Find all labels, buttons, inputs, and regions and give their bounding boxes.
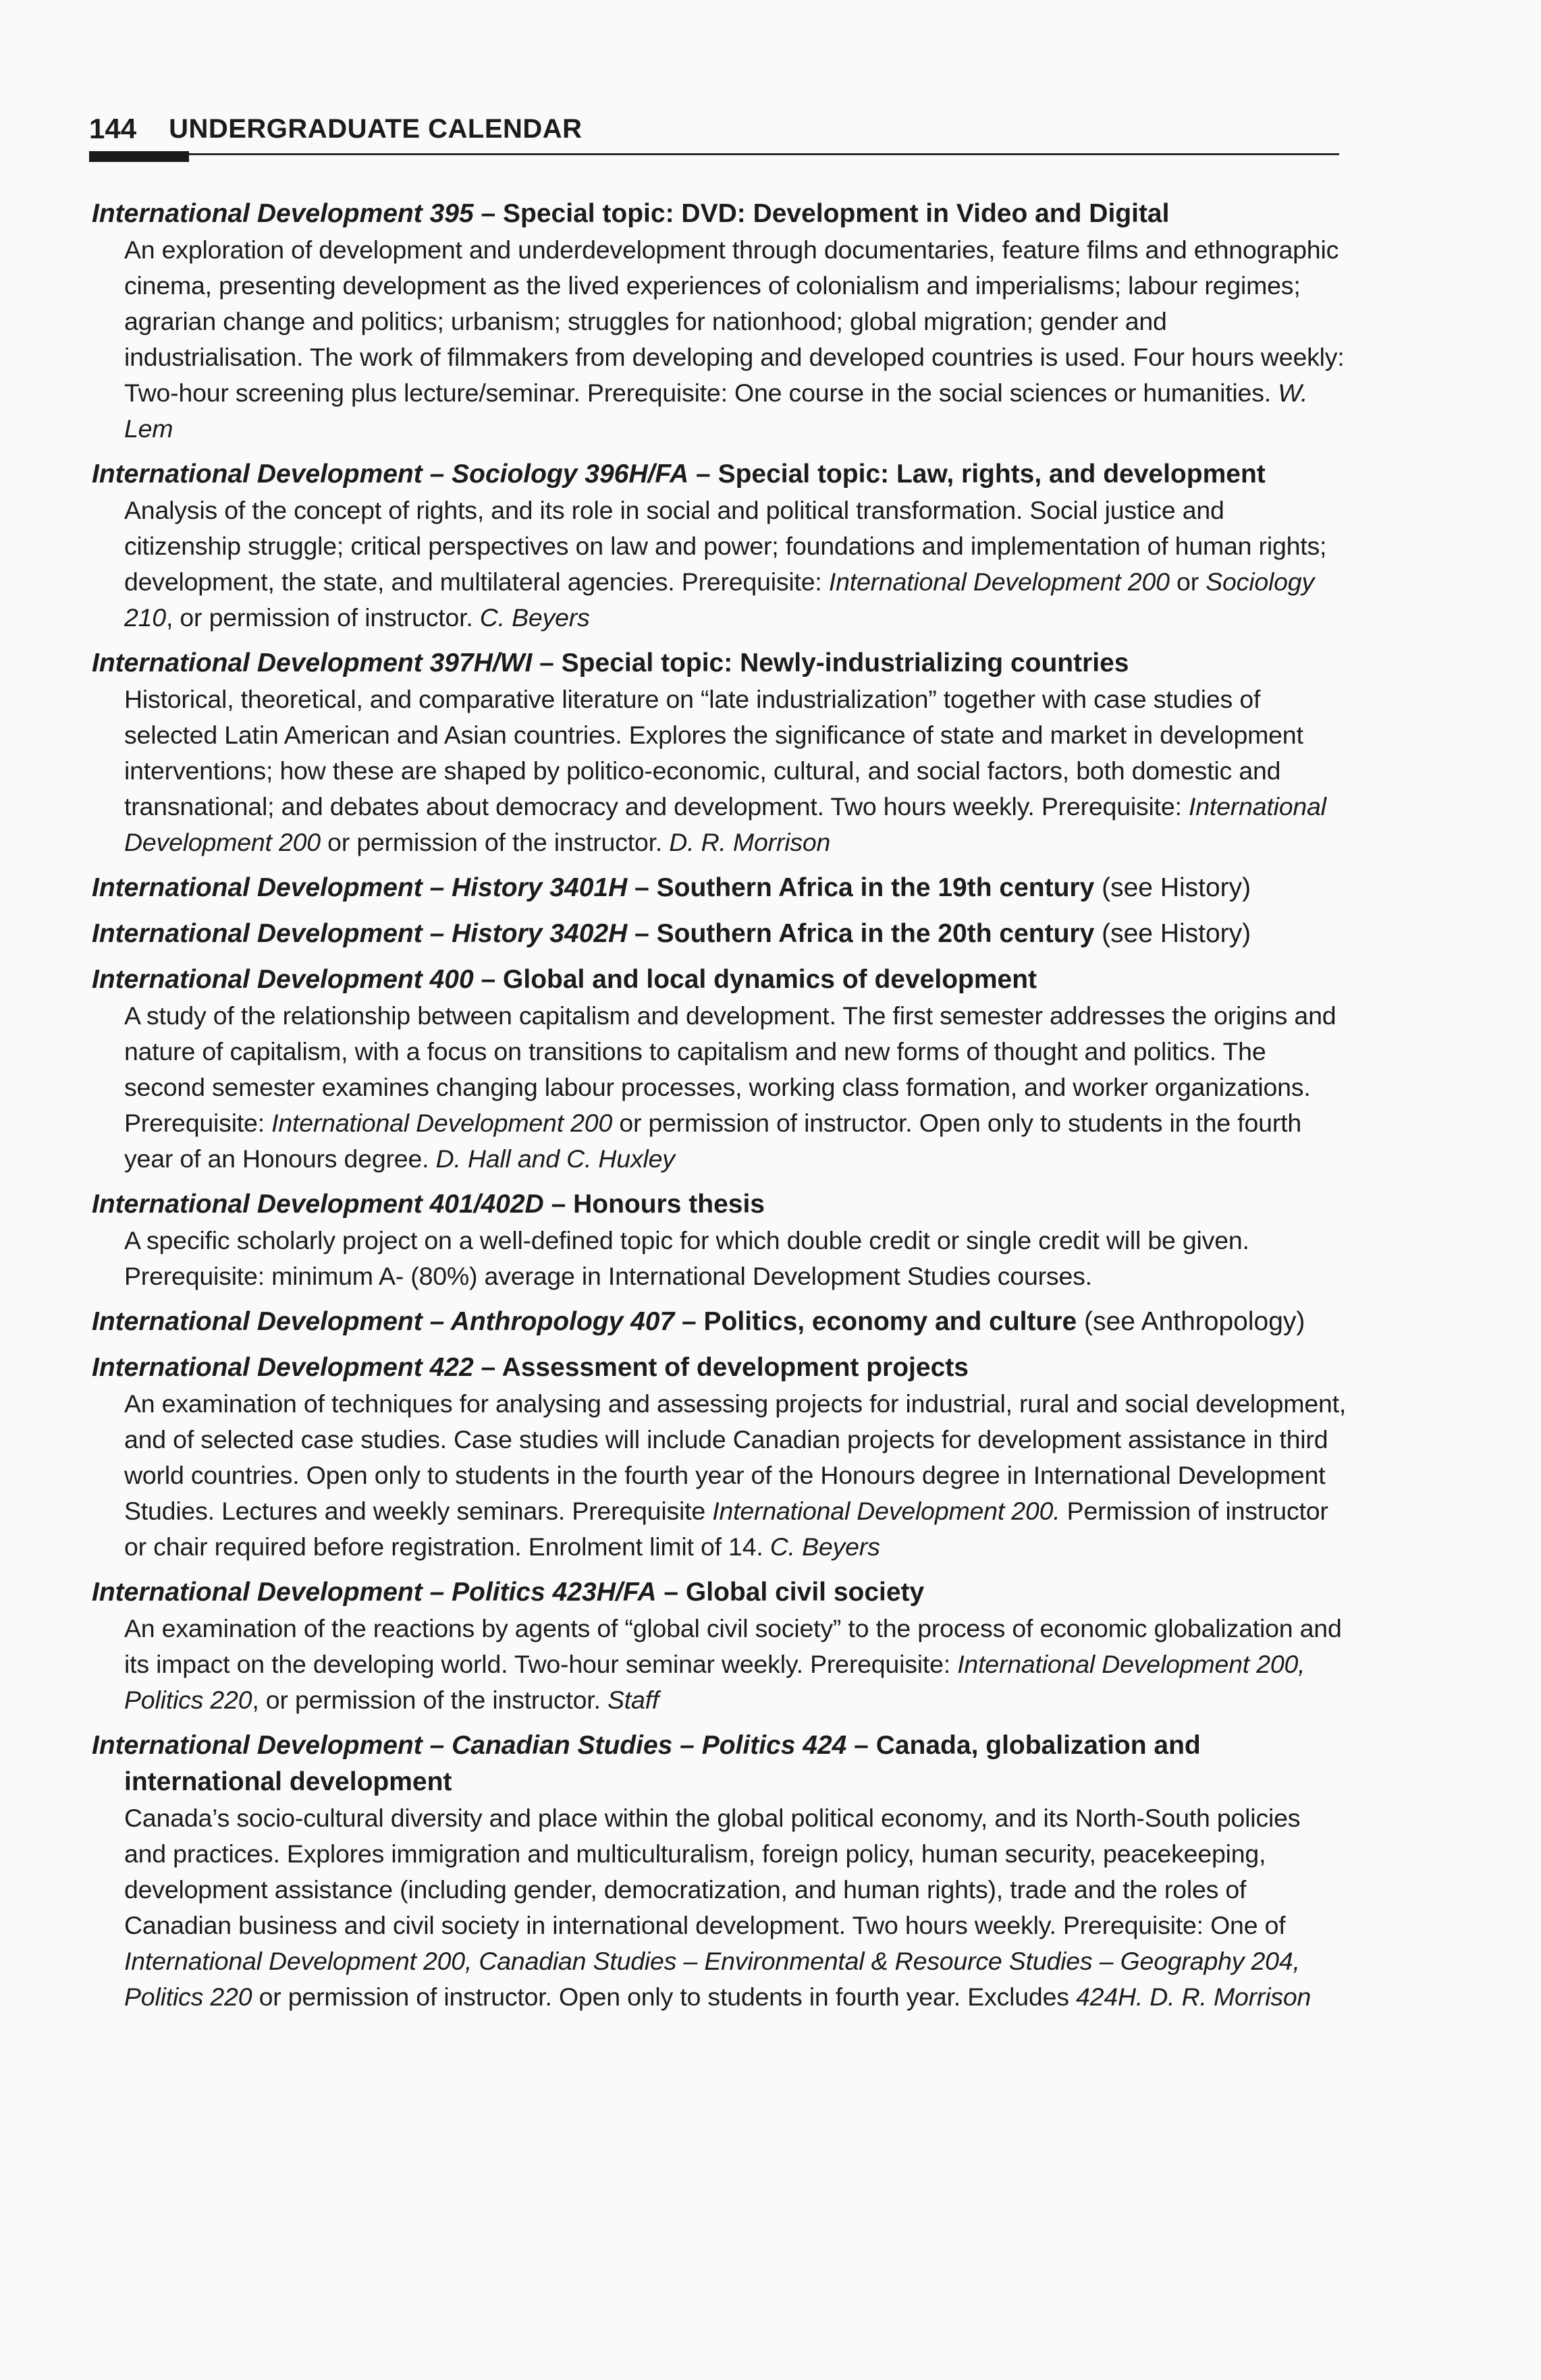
course-title-segment: – Special topic: Newly-industrializing countries — [532, 648, 1129, 677]
course-entry — [92, 870, 1347, 906]
course-title-segment: – Politics, economy and culture — [674, 1307, 1077, 1336]
course-description-segment: D. Hall and C. Huxley — [435, 1144, 675, 1173]
course-description-segment: International Development 200, Politics 220 — [124, 1650, 1305, 1714]
course-title-segment: International Development 401/402D — [92, 1190, 544, 1219]
course-description — [92, 1800, 1347, 2015]
course-title-segment: – Southern Africa in the 20th century — [627, 919, 1095, 948]
course-description-segment: International Development 200 — [828, 568, 1170, 596]
course-title — [92, 1727, 1347, 1800]
course-title — [92, 962, 1347, 998]
course-entry — [92, 962, 1347, 1177]
course-title — [92, 1350, 1347, 1386]
course-description — [92, 998, 1347, 1177]
course-title-segment: – Global and local dynamics of development — [473, 965, 1037, 994]
course-title-segment: International Development 395 — [92, 199, 474, 228]
course-description — [92, 493, 1347, 636]
course-description-segment: Historical, theoretical, and comparative literature on “late industrialization” together with case studies of selected Latin American and Asian countries. Explores the significance of state and market in development interventions; how these are shaped by politico-economic, cultural, and social factors, both domestic and transnational; and debates about democracy and development. Two hours weekly. Prerequisite: — [124, 685, 1303, 821]
course-entry — [92, 456, 1347, 636]
course-entry — [92, 196, 1347, 447]
page-number: 144 — [89, 113, 137, 144]
course-title-segment: International Development – History 3402H — [92, 919, 628, 948]
course-title-segment: – Canada, globalization and international development — [124, 1731, 1201, 1796]
course-title-segment: International Development – Sociology 396H/FA — [92, 460, 689, 489]
course-title — [92, 1574, 1347, 1611]
course-description-segment: or permission of instructor. Open only to students in the fourth year of an Honours degree. — [124, 1109, 1301, 1173]
course-title-segment: – Assessment of development projects — [473, 1353, 969, 1382]
header-tab-marker — [89, 151, 189, 162]
course-entry — [92, 916, 1347, 952]
course-description-segment: International Development 200, Canadian Studies – Environmental & Resource Studies – Geography 204, Politics 220 — [124, 1947, 1300, 2011]
course-title-segment: International Development 400 — [92, 965, 474, 994]
course-description-segment: or permission of instructor. Open only to students in fourth year. Excludes — [252, 1983, 1077, 2011]
course-description-segment: International Development 200 — [124, 792, 1326, 856]
course-description — [92, 1611, 1347, 1718]
course-description-segment: Staff — [607, 1686, 659, 1714]
course-description — [92, 682, 1347, 860]
course-title-segment: – Special topic: Law, rights, and development — [688, 460, 1266, 489]
course-title — [92, 870, 1347, 906]
course-description — [92, 1386, 1347, 1565]
course-title — [92, 916, 1347, 952]
course-title-segment: (see History) — [1094, 919, 1251, 948]
course-description-segment: W. Lem — [124, 379, 1308, 443]
course-title-segment: – Special topic: DVD: Development in Video and Digital — [473, 199, 1170, 228]
course-description-segment: International Development 200 — [271, 1109, 613, 1137]
course-list — [92, 196, 1347, 2024]
course-description-segment: Permission of instructor or chair required before registration. Enrolment limit of 14. — [124, 1497, 1328, 1561]
course-title — [92, 645, 1347, 682]
course-title-segment: – Southern Africa in the 19th century — [627, 873, 1095, 902]
course-entry — [92, 1350, 1347, 1565]
course-title-segment: – Global civil society — [656, 1578, 925, 1607]
course-description-segment: Analysis of the concept of rights, and its role in social and political transformation. Social justice and citizenship struggle; critical perspectives on law and power; foundations and implementation of human rights; development, the state, and multilateral agencies. Prerequisite: — [124, 496, 1327, 596]
course-title-segment: International Development – Anthropology 407 — [92, 1307, 675, 1336]
course-description-segment: or permission of the instructor. — [320, 828, 670, 856]
header-rule — [89, 153, 1339, 155]
course-title-segment: – Honours thesis — [543, 1190, 765, 1219]
course-description-segment: An examination of the reactions by agents of “global civil society” to the process of economic globalization and its impact on the developing world. Two-hour seminar weekly. Prerequisite: — [124, 1614, 1342, 1678]
course-description-segment: A specific scholarly project on a well-defined topic for which double credit or single credit will be given. Prerequisite: minimum A- (80%) average in International Development Studies courses. — [124, 1226, 1249, 1290]
course-title — [92, 1186, 1347, 1223]
course-title — [92, 456, 1347, 493]
course-description-segment: , or permission of instructor. — [165, 603, 480, 632]
course-entry — [92, 1727, 1347, 2015]
course-description-segment: Canada’s socio-cultural diversity and place within the global political economy, and its North-South policies and practices. Explores immigration and multiculturalism, foreign policy, human security, peacekeeping, development assistance (including gender, democratization, and human rights), trade and the roles of Canadian business and civil society in international development. Two hours weekly. Prerequisite: One of — [124, 1804, 1301, 1939]
course-title-segment: International Development – Politics 423H/FA — [92, 1578, 657, 1607]
course-title-segment: International Development 397H/WI — [92, 648, 533, 677]
course-title-segment: International Development 422 — [92, 1353, 474, 1382]
course-description-segment: An examination of techniques for analysing and assessing projects for industrial, rural and social development, and of selected case studies. Case studies will include Canadian projects for development assistance in third world countries. Open only to students in the fourth year of the Honours degree in International Development Studies. Lectures and weekly seminars. Prerequisite — [124, 1389, 1347, 1525]
course-entry — [92, 1574, 1347, 1718]
course-description-segment: or — [1169, 568, 1206, 596]
course-title-segment: (see Anthropology) — [1077, 1307, 1305, 1336]
course-description-segment: D. R. Morrison — [669, 828, 831, 856]
course-title-segment: International Development – History 3401H — [92, 873, 628, 902]
course-entry — [92, 1186, 1347, 1294]
course-description-segment: Sociology 210 — [124, 568, 1315, 632]
course-description — [92, 232, 1347, 447]
course-entry — [92, 645, 1347, 860]
course-description-segment: C. Beyers — [769, 1532, 880, 1561]
course-description-segment: , or permission of the instructor. — [252, 1686, 607, 1714]
course-entry — [92, 1304, 1347, 1340]
running-head: UNDERGRADUATE CALENDAR — [169, 113, 583, 144]
course-description-segment: A study of the relationship between capitalism and development. The first semester addresses the origins and nature of capitalism, with a focus on transitions to capitalism and new forms of thought and politics. The second semester examines changing labour processes, working class formation, and worker organizations. Prerequisite: — [124, 1001, 1336, 1137]
course-title — [92, 196, 1347, 232]
course-description — [92, 1223, 1347, 1294]
course-title-segment: International Development – Canadian Studies – Politics 424 — [92, 1731, 847, 1760]
course-description-segment: 424H. D. R. Morrison — [1076, 1983, 1312, 2011]
course-title-segment: (see History) — [1094, 873, 1251, 902]
course-description-segment: C. Beyers — [479, 603, 590, 632]
page-header — [89, 108, 1338, 150]
course-description-segment: An exploration of development and underdevelopment through documentaries, feature films and ethnographic cinema, presenting development as the lived experiences of colonialism and imperialisms; labour regimes; agrarian change and politics; urbanism; struggles for nationhood; global migration; gender and industrialisation. The work of filmmakers from developing and developed countries is used. Four hours weekly: Two-hour screening plus lecture/seminar. Prerequisite: One course in the social sciences or humanities. — [124, 236, 1345, 407]
course-title — [92, 1304, 1347, 1340]
course-description-segment: International Development 200. — [712, 1497, 1060, 1525]
